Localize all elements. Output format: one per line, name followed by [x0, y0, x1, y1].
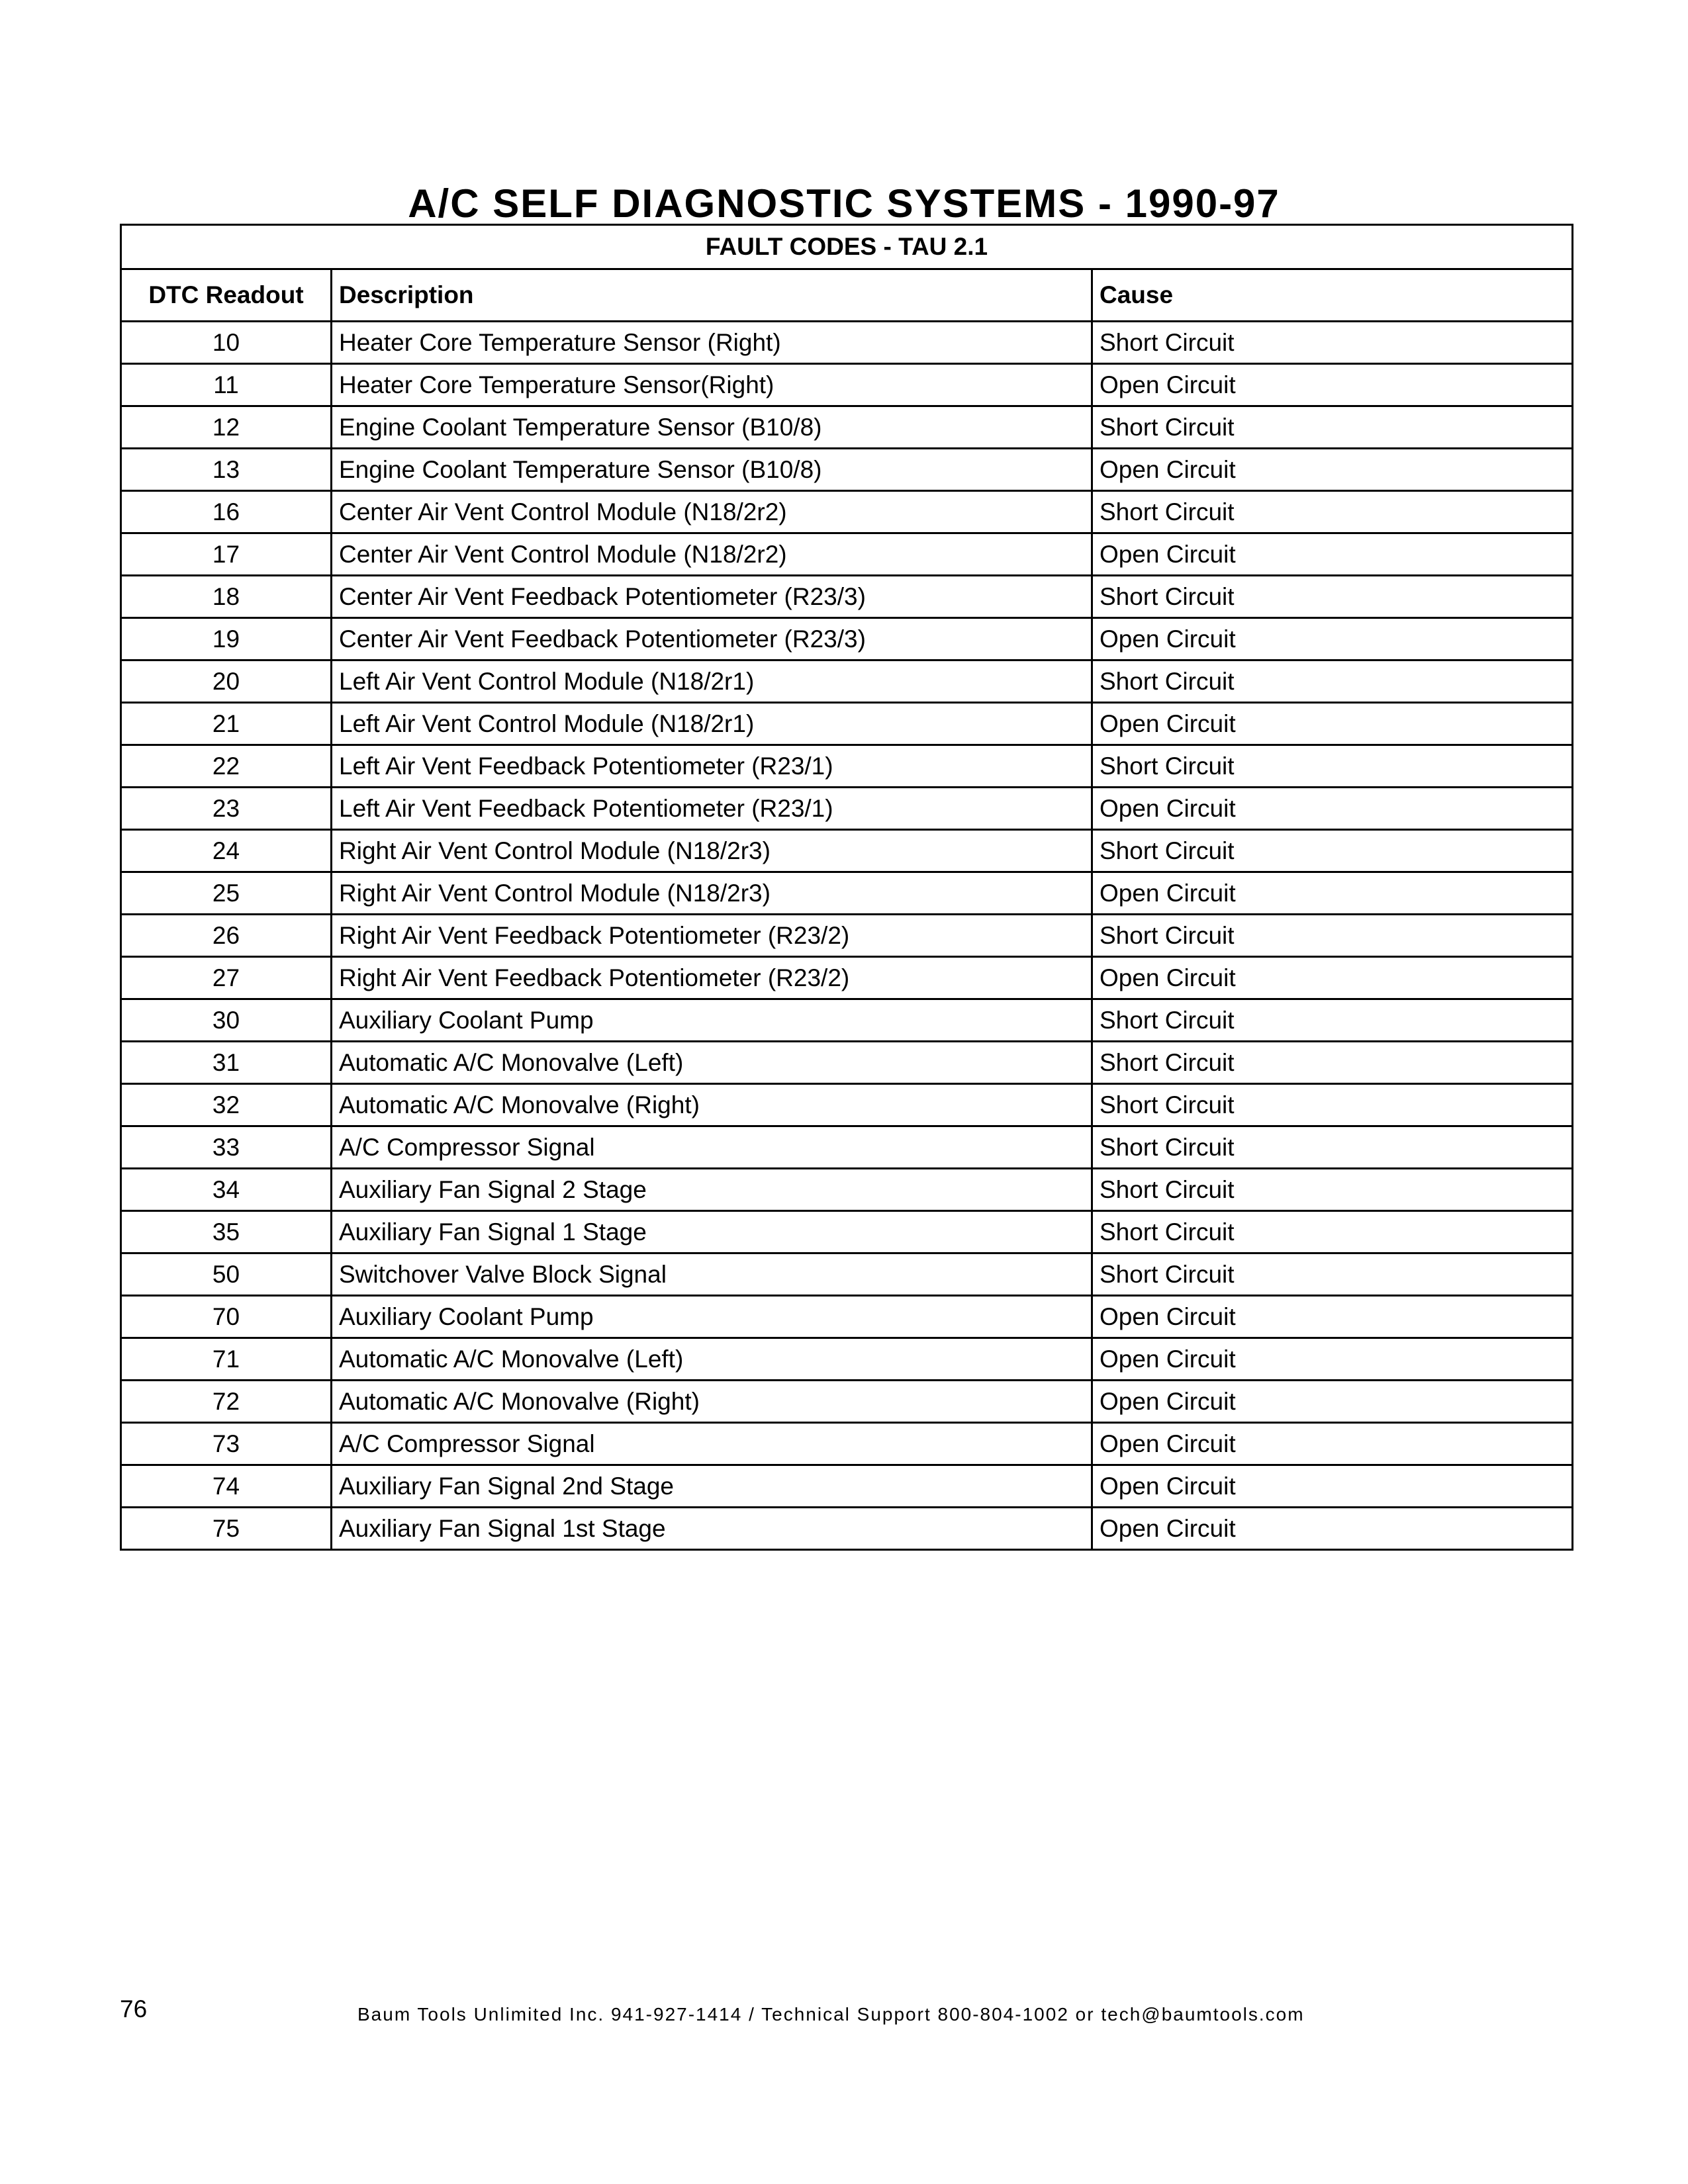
table-row: [121, 618, 1573, 660]
dtc-readout-cell: 32: [121, 1084, 332, 1126]
description-cell: Heater Core Temperature Sensor (Right): [332, 322, 1092, 364]
description-cell: Left Air Vent Feedback Potentiometer (R23/1): [332, 745, 1092, 788]
table-row: [121, 660, 1573, 703]
cause-cell: Open Circuit: [1092, 957, 1573, 999]
footer-contact: Baum Tools Unlimited Inc. 941-927-1414 / Technical Support 800-804-1002 or tech@baumtools.com: [357, 2004, 1305, 2025]
dtc-readout-cell: 25: [121, 872, 332, 915]
description-cell: Right Air Vent Control Module (N18/2r3): [332, 872, 1092, 915]
description-cell: Heater Core Temperature Sensor(Right): [332, 364, 1092, 406]
table-row: [121, 830, 1573, 872]
description-cell: Auxiliary Fan Signal 1 Stage: [332, 1211, 1092, 1253]
dtc-readout-cell: 12: [121, 406, 332, 449]
description-cell: Engine Coolant Temperature Sensor (B10/8): [332, 406, 1092, 449]
dtc-readout-cell: 73: [121, 1423, 332, 1465]
table-row: [121, 1296, 1573, 1338]
dtc-readout-cell: 33: [121, 1126, 332, 1169]
table-row: [121, 1084, 1573, 1126]
dtc-readout-cell: 30: [121, 999, 332, 1042]
dtc-readout-cell: 13: [121, 449, 332, 491]
table-row: [121, 872, 1573, 915]
table-row: [121, 533, 1573, 576]
cause-cell: Open Circuit: [1092, 1296, 1573, 1338]
description-cell: Center Air Vent Feedback Potentiometer (R23/3): [332, 576, 1092, 618]
cause-cell: Open Circuit: [1092, 618, 1573, 660]
cause-cell: Short Circuit: [1092, 660, 1573, 703]
cause-cell: Short Circuit: [1092, 322, 1573, 364]
description-cell: Center Air Vent Control Module (N18/2r2): [332, 491, 1092, 533]
dtc-readout-cell: 31: [121, 1042, 332, 1084]
cause-cell: Short Circuit: [1092, 1253, 1573, 1296]
dtc-readout-cell: 74: [121, 1465, 332, 1508]
table-caption-row: [121, 225, 1573, 269]
dtc-readout-cell: 19: [121, 618, 332, 660]
dtc-readout-cell: 11: [121, 364, 332, 406]
cause-cell: Open Circuit: [1092, 872, 1573, 915]
dtc-readout-cell: 21: [121, 703, 332, 745]
description-cell: A/C Compressor Signal: [332, 1126, 1092, 1169]
description-cell: Auxiliary Fan Signal 2 Stage: [332, 1169, 1092, 1211]
table-row: [121, 1253, 1573, 1296]
dtc-readout-cell: 35: [121, 1211, 332, 1253]
description-cell: Right Air Vent Feedback Potentiometer (R23/2): [332, 915, 1092, 957]
table-body: [121, 322, 1573, 1550]
table-row: [121, 703, 1573, 745]
table-row: [121, 1126, 1573, 1169]
dtc-readout-cell: 50: [121, 1253, 332, 1296]
description-cell: Right Air Vent Control Module (N18/2r3): [332, 830, 1092, 872]
cause-cell: Short Circuit: [1092, 1042, 1573, 1084]
table-row: [121, 406, 1573, 449]
description-cell: Automatic A/C Monovalve (Left): [332, 1042, 1092, 1084]
cause-cell: Short Circuit: [1092, 491, 1573, 533]
dtc-readout-cell: 27: [121, 957, 332, 999]
column-header-dtc-readout: DTC Readout: [121, 269, 332, 322]
column-header-description: Description: [332, 269, 1092, 322]
description-cell: Left Air Vent Control Module (N18/2r1): [332, 660, 1092, 703]
table-row: [121, 957, 1573, 999]
cause-cell: Open Circuit: [1092, 449, 1573, 491]
page-number: 76: [120, 1995, 148, 2023]
table-row: [121, 1042, 1573, 1084]
table-row: [121, 1338, 1573, 1381]
dtc-readout-cell: 72: [121, 1381, 332, 1423]
cause-cell: Short Circuit: [1092, 1126, 1573, 1169]
cause-cell: Short Circuit: [1092, 576, 1573, 618]
dtc-readout-cell: 17: [121, 533, 332, 576]
description-cell: Automatic A/C Monovalve (Left): [332, 1338, 1092, 1381]
cause-cell: Open Circuit: [1092, 364, 1573, 406]
table-row: [121, 745, 1573, 788]
description-cell: Engine Coolant Temperature Sensor (B10/8): [332, 449, 1092, 491]
table-row: [121, 364, 1573, 406]
table-row: [121, 788, 1573, 830]
table-row: [121, 1508, 1573, 1550]
table-row: [121, 1381, 1573, 1423]
page-title: A/C SELF DIAGNOSTIC SYSTEMS - 1990-97: [408, 181, 1280, 226]
description-cell: Automatic A/C Monovalve (Right): [332, 1084, 1092, 1126]
description-cell: Left Air Vent Feedback Potentiometer (R23/1): [332, 788, 1092, 830]
cause-cell: Open Circuit: [1092, 703, 1573, 745]
column-header-cause: Cause: [1092, 269, 1573, 322]
dtc-readout-cell: 22: [121, 745, 332, 788]
table-row: [121, 449, 1573, 491]
dtc-readout-cell: 16: [121, 491, 332, 533]
dtc-readout-cell: 10: [121, 322, 332, 364]
table-row: [121, 576, 1573, 618]
cause-cell: Short Circuit: [1092, 745, 1573, 788]
dtc-readout-cell: 20: [121, 660, 332, 703]
description-cell: Auxiliary Fan Signal 2nd Stage: [332, 1465, 1092, 1508]
cause-cell: Open Circuit: [1092, 788, 1573, 830]
description-cell: Center Air Vent Feedback Potentiometer (R23/3): [332, 618, 1092, 660]
table-header-row: [121, 269, 1573, 322]
dtc-readout-cell: 71: [121, 1338, 332, 1381]
cause-cell: Short Circuit: [1092, 406, 1573, 449]
description-cell: Automatic A/C Monovalve (Right): [332, 1381, 1092, 1423]
table-row: [121, 1169, 1573, 1211]
description-cell: A/C Compressor Signal: [332, 1423, 1092, 1465]
dtc-readout-cell: 26: [121, 915, 332, 957]
cause-cell: Short Circuit: [1092, 915, 1573, 957]
description-cell: Switchover Valve Block Signal: [332, 1253, 1092, 1296]
cause-cell: Short Circuit: [1092, 1211, 1573, 1253]
dtc-readout-cell: 24: [121, 830, 332, 872]
table-row: [121, 322, 1573, 364]
cause-cell: Short Circuit: [1092, 999, 1573, 1042]
table-row: [121, 491, 1573, 533]
fault-codes-table: [120, 224, 1573, 1551]
description-cell: Center Air Vent Control Module (N18/2r2): [332, 533, 1092, 576]
table-row: [121, 1423, 1573, 1465]
description-cell: Auxiliary Coolant Pump: [332, 1296, 1092, 1338]
dtc-readout-cell: 75: [121, 1508, 332, 1550]
table-row: [121, 1465, 1573, 1508]
dtc-readout-cell: 34: [121, 1169, 332, 1211]
table-row: [121, 999, 1573, 1042]
cause-cell: Open Circuit: [1092, 533, 1573, 576]
dtc-readout-cell: 18: [121, 576, 332, 618]
table-caption: FAULT CODES - TAU 2.1: [121, 225, 1573, 269]
cause-cell: Open Circuit: [1092, 1381, 1573, 1423]
description-cell: Auxiliary Coolant Pump: [332, 999, 1092, 1042]
cause-cell: Open Circuit: [1092, 1338, 1573, 1381]
table-row: [121, 1211, 1573, 1253]
description-cell: Auxiliary Fan Signal 1st Stage: [332, 1508, 1092, 1550]
description-cell: Right Air Vent Feedback Potentiometer (R23/2): [332, 957, 1092, 999]
description-cell: Left Air Vent Control Module (N18/2r1): [332, 703, 1092, 745]
dtc-readout-cell: 23: [121, 788, 332, 830]
cause-cell: Open Circuit: [1092, 1465, 1573, 1508]
table-row: [121, 915, 1573, 957]
dtc-readout-cell: 70: [121, 1296, 332, 1338]
cause-cell: Open Circuit: [1092, 1423, 1573, 1465]
cause-cell: Short Circuit: [1092, 1169, 1573, 1211]
cause-cell: Short Circuit: [1092, 1084, 1573, 1126]
cause-cell: Short Circuit: [1092, 830, 1573, 872]
cause-cell: Open Circuit: [1092, 1508, 1573, 1550]
